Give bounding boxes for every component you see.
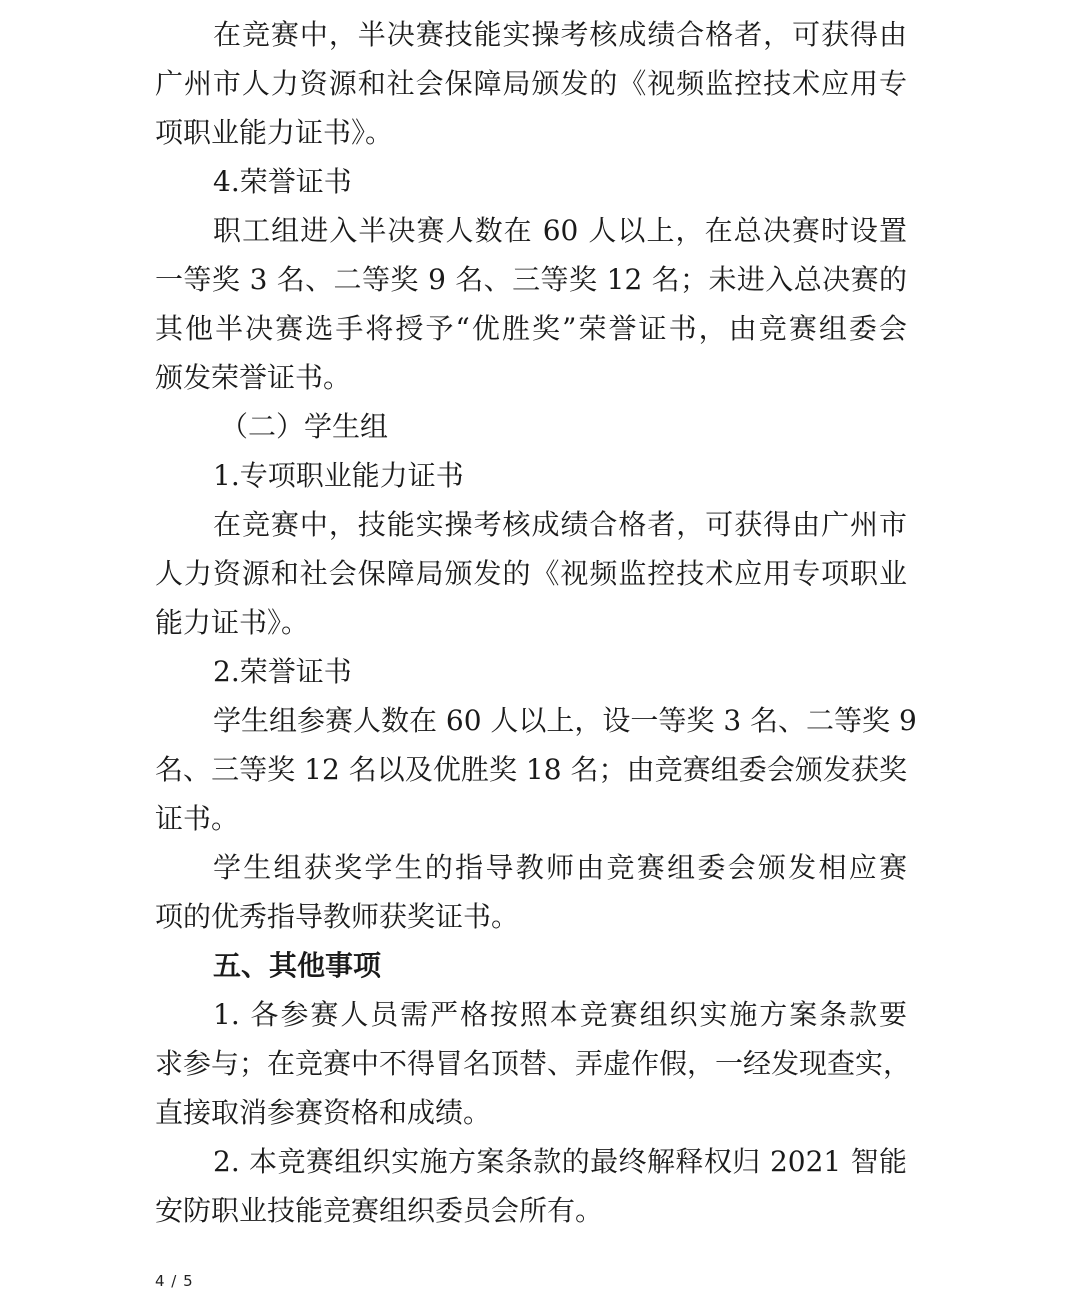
paragraph-line: 1. 各参赛人员需严格按照本竞赛组织实施方案条款要 [213, 998, 907, 1031]
paragraph-line: 其他半决赛选手将授予“优胜奖”荣誉证书，由竞赛组委会 [155, 312, 907, 345]
paragraph-line: 安防职业技能竞赛组织委员会所有。 [155, 1194, 604, 1227]
section-subheading: 4.荣誉证书 [213, 165, 352, 198]
section-subheading: 2.荣誉证书 [213, 655, 352, 688]
paragraph-line: 广州市人力资源和社会保障局颁发的《视频监控技术应用专 [155, 67, 907, 100]
paragraph-line: 职工组进入半决赛人数在 60 人以上，在总决赛时设置 [213, 214, 907, 247]
paragraph-line: 项职业能力证书》。 [155, 116, 394, 149]
paragraph-line: 名、三等奖 12 名以及优胜奖 18 名；由竞赛组委会颁发获奖 [155, 753, 907, 786]
section-heading-student-group: （二）学生组 [220, 410, 389, 443]
paragraph-line: 直接取消参赛资格和成绩。 [155, 1096, 492, 1129]
paragraph-line: 证书。 [155, 802, 240, 835]
paragraph-line: 在竞赛中，技能实操考核成绩合格者，可获得由广州市 [213, 508, 907, 541]
paragraph-line: 求参与；在竞赛中不得冒名顶替、弄虚作假，一经发现查实， [155, 1047, 912, 1080]
paragraph-line: 学生组参赛人数在 60 人以上，设一等奖 3 名、二等奖 9 [213, 704, 917, 737]
paragraph-line: 人力资源和社会保障局颁发的《视频监控技术应用专项职业 [155, 557, 907, 590]
paragraph-line: 在竞赛中，半决赛技能实操考核成绩合格者，可获得由 [213, 18, 907, 51]
paragraph-line: 能力证书》。 [155, 606, 310, 639]
paragraph-line: 一等奖 3 名、二等奖 9 名、三等奖 12 名；未进入总决赛的 [155, 263, 907, 296]
page-number: 4 / 5 [155, 1272, 194, 1290]
paragraph-line: 颁发荣誉证书。 [155, 361, 352, 394]
section-heading-other-matters: 五、其他事项 [213, 949, 382, 982]
paragraph-line: 项的优秀指导教师获奖证书。 [155, 900, 520, 933]
section-subheading: 1.专项职业能力证书 [213, 459, 464, 492]
paragraph-line: 2. 本竞赛组织实施方案条款的最终解释权归 2021 智能 [213, 1145, 907, 1178]
paragraph-line: 学生组获奖学生的指导教师由竞赛组委会颁发相应赛 [213, 851, 907, 884]
